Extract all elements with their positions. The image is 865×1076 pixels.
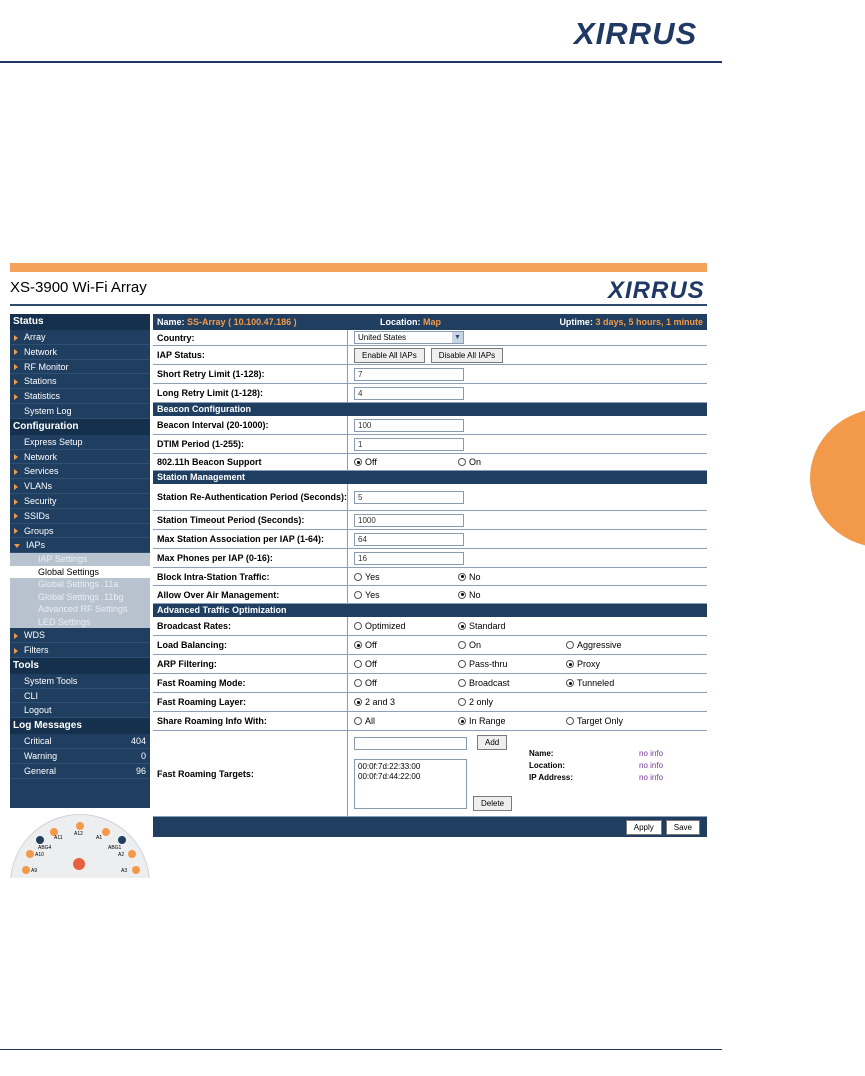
short-retry-label: Short Retry Limit (1-128): (153, 365, 348, 383)
iap-a11-label: A11 (54, 835, 63, 841)
fr-targets-list[interactable] (354, 759, 467, 809)
long-retry-row (153, 384, 707, 403)
radio-icon (354, 591, 362, 599)
share-roaming-label: Share Roaming Info With: (153, 712, 348, 730)
radio-icon (354, 717, 362, 725)
sidebar-item-critical[interactable]: Critical 404 (10, 734, 150, 749)
max-phones-label: Max Phones per IAP (0-16): (153, 549, 348, 567)
load-bal-on-radio[interactable]: On (458, 640, 481, 650)
save-button[interactable]: Save (666, 820, 700, 835)
arp-off-radio[interactable]: Off (354, 659, 377, 669)
sidebar-item-array[interactable]: Array (10, 330, 150, 345)
iap-a3-dot[interactable] (132, 866, 140, 874)
sidebar-item-security[interactable]: Security (10, 494, 150, 509)
array-name: SS-Array (187, 317, 226, 327)
sidebar-item-cli[interactable]: CLI (10, 689, 150, 704)
target-name-value: no info (639, 749, 664, 758)
sidebar-item-services[interactable]: Services (10, 464, 150, 479)
broadcast-optimized-radio[interactable]: Optimized (354, 621, 406, 631)
iap-abg1-label: ABG1 (108, 845, 122, 851)
short-retry-row (153, 365, 707, 384)
arp-filtering-row (153, 655, 707, 674)
max-assoc-input[interactable]: 64 (354, 533, 464, 546)
array-ip: ( 10.100.47.186 ) (228, 317, 297, 327)
sidebar-header-tools: Tools (10, 658, 150, 674)
arp-filtering-label: ARP Filtering: (153, 655, 348, 673)
load-balancing-label: Load Balancing: (153, 636, 348, 654)
station-management-section: Station Management (153, 471, 707, 484)
fr-targets-row (153, 731, 707, 817)
radio-icon (458, 641, 466, 649)
fr-target-input[interactable] (354, 737, 467, 750)
over-air-row (153, 586, 707, 604)
arrow-right-icon (14, 484, 18, 490)
form-footer (153, 817, 707, 837)
sidebar-nav (10, 314, 150, 878)
app-title: XS-3900 Wi-Fi Array (10, 279, 147, 296)
iap-a2-dot[interactable] (128, 850, 136, 858)
arrow-right-icon (14, 394, 18, 400)
xirrus-logo: XIRRUS (574, 16, 698, 51)
iap-a2-label: A2 (118, 852, 125, 858)
radio-selected-icon (458, 573, 466, 581)
max-assoc-row (153, 530, 707, 549)
iap-a3-label: A3 (121, 868, 128, 874)
block-intra-row (153, 568, 707, 586)
share-roaming-row (153, 712, 707, 731)
dtim-label: DTIM Period (1-255): (153, 435, 348, 453)
sidebar-item-logout[interactable]: Logout (10, 703, 150, 718)
location-info: Location: Map (380, 317, 442, 327)
reauth-input[interactable]: 5 (354, 491, 464, 504)
share-in-range-radio[interactable]: In Range (458, 716, 506, 726)
long-retry-label: Long Retry Limit (1-128): (153, 384, 348, 402)
radio-icon (458, 458, 466, 466)
iap-a9-label: A9 (31, 868, 38, 874)
country-select[interactable]: United States ▼ (354, 331, 464, 344)
chapter-tab-marker (810, 408, 865, 548)
country-label: Country: (153, 330, 348, 345)
sidebar-header-status: Status (10, 314, 150, 330)
arrow-right-icon (14, 379, 18, 385)
sidebar-item-express-setup[interactable]: Express Setup (10, 435, 150, 450)
timeout-input[interactable]: 1000 (354, 514, 464, 527)
block-intra-yes-radio[interactable]: Yes (354, 572, 380, 582)
sidebar-subitem-iap-settings[interactable]: IAP Settings (10, 553, 150, 566)
sidebar-subitem-global-settings[interactable]: Global Settings (10, 566, 150, 579)
sidebar-item-statistics[interactable]: Statistics (10, 389, 150, 404)
broadcast-standard-radio[interactable]: Standard (458, 621, 506, 631)
radio-selected-icon (354, 698, 362, 706)
max-phones-row (153, 549, 707, 568)
fr-mode-off-radio[interactable]: Off (354, 678, 377, 688)
arrow-right-icon (14, 648, 18, 654)
max-assoc-label: Max Station Association per IAP (1-64): (153, 530, 348, 548)
timeout-label: Station Timeout Period (Seconds): (153, 511, 348, 529)
iap-abg1-dot[interactable] (118, 836, 126, 844)
beacon-config-section: Beacon Configuration (153, 403, 707, 416)
critical-count: 404 (130, 736, 146, 747)
radio-icon (458, 698, 466, 706)
iap-a12-label: A12 (74, 831, 83, 837)
radio-selected-icon (354, 641, 362, 649)
sidebar-subitem-global-settings-11bg[interactable]: Global Settings .11bg (10, 591, 150, 604)
radio-icon (566, 641, 574, 649)
beacon-11h-on-radio[interactable]: On (458, 457, 481, 467)
sidebar-header-log-messages: Log Messages (10, 718, 150, 734)
arp-pass-thru-radio[interactable]: Pass-thru (458, 659, 508, 669)
enable-all-iaps-button[interactable]: Enable All IAPs (354, 348, 425, 363)
iap-a12-dot[interactable] (76, 822, 84, 830)
sidebar-item-wds[interactable]: WDS (10, 628, 150, 643)
load-balancing-row (153, 636, 707, 655)
sidebar-item-general[interactable]: General 96 (10, 764, 150, 779)
over-air-yes-radio[interactable]: Yes (354, 590, 380, 600)
fr-mode-broadcast-radio[interactable]: Broadcast (458, 678, 510, 688)
arrow-right-icon (14, 454, 18, 460)
uptime-info: Uptime: 3 days, 5 hours, 1 minute (559, 317, 703, 327)
sidebar-item-config-network[interactable]: Network (10, 450, 150, 465)
radio-selected-icon (458, 717, 466, 725)
arrow-right-icon (14, 364, 18, 370)
disable-all-iaps-button[interactable]: Disable All IAPs (431, 348, 503, 363)
block-intra-no-radio[interactable]: No (458, 572, 481, 582)
over-air-label: Allow Over Air Management: (153, 586, 348, 603)
traffic-optimization-section: Advanced Traffic Optimization (153, 604, 707, 617)
fr-mode-tunneled-radio[interactable]: Tunneled (566, 678, 614, 688)
radio-selected-icon (458, 591, 466, 599)
fr-mode-row (153, 674, 707, 693)
radio-icon (354, 622, 362, 630)
sidebar-item-system-log[interactable]: System Log (10, 404, 150, 419)
sidebar-subitem-global-settings-11a[interactable]: Global Settings .11a (10, 578, 150, 591)
sidebar-item-network[interactable]: Network (10, 345, 150, 360)
general-count: 96 (135, 765, 146, 776)
block-intra-label: Block Intra-Station Traffic: (153, 568, 348, 585)
arp-proxy-radio[interactable]: Proxy (566, 659, 600, 669)
arrow-down-icon (14, 544, 20, 548)
target-ip-value: no info (639, 773, 664, 782)
iap-a1-dot[interactable] (102, 828, 110, 836)
sidebar-item-vlans[interactable]: VLANs (10, 479, 150, 494)
radio-icon (566, 717, 574, 725)
load-bal-off-radio[interactable]: Off (354, 640, 377, 650)
warning-count: 0 (140, 750, 146, 761)
sidebar-header-configuration: Configuration (10, 419, 150, 435)
load-bal-aggressive-radio[interactable]: Aggressive (566, 640, 622, 650)
sidebar-item-filters[interactable]: Filters (10, 643, 150, 658)
over-air-no-radio[interactable]: No (458, 590, 481, 600)
iap-status-row (153, 346, 707, 365)
radio-selected-icon (566, 679, 574, 687)
apply-button[interactable]: Apply (626, 820, 662, 835)
app-top-bar (10, 263, 707, 272)
sidebar-subitem-led-settings[interactable]: LED Settings (10, 616, 150, 629)
chevron-down-icon: ▼ (452, 332, 463, 343)
arrow-right-icon (14, 513, 18, 519)
dtim-row (153, 435, 707, 454)
array-center-icon (73, 858, 85, 870)
iap-a10-label: A10 (35, 852, 44, 858)
radio-selected-icon (354, 458, 362, 466)
sidebar-item-system-tools[interactable]: System Tools (10, 674, 150, 689)
app-header-line (10, 304, 707, 306)
fr-layer-label: Fast Roaming Layer: (153, 693, 348, 711)
arrow-right-icon (14, 349, 18, 355)
sidebar-item-stations[interactable]: Stations (10, 374, 150, 389)
fr-layer-2-only-radio[interactable]: 2 only (458, 697, 493, 707)
beacon-11h-off-radio[interactable]: Off (354, 457, 377, 467)
arrow-right-icon (14, 335, 18, 341)
iap-abg4-label: ABG4 (38, 845, 52, 851)
broadcast-rates-row (153, 617, 707, 636)
share-target-only-radio[interactable]: Target Only (566, 716, 623, 726)
sidebar-item-iaps[interactable]: IAPs (10, 538, 150, 553)
radio-icon (354, 679, 362, 687)
max-phones-input[interactable]: 16 (354, 552, 464, 565)
fr-target-item[interactable]: 00:0f:7d:22:33:00 (358, 762, 421, 771)
beacon-interval-input[interactable]: 100 (354, 419, 464, 432)
fr-layer-2-and-3-radio[interactable]: 2 and 3 (354, 697, 395, 707)
arrow-right-icon (14, 633, 18, 639)
add-target-button[interactable]: Add (477, 735, 507, 750)
beacon-interval-label: Beacon Interval (20-1000): (153, 416, 348, 434)
iap-a1-label: A1 (96, 835, 103, 841)
sidebar-item-warning[interactable]: Warning 0 (10, 749, 150, 764)
radio-icon (354, 660, 362, 668)
app-logo: XIRRUS (608, 277, 705, 304)
fr-mode-label: Fast Roaming Mode: (153, 674, 348, 692)
status-header-bar: Name: SS-Array ( 10.100.47.186 ) Location: Map Uptime: 3 days, 5 hours, 1 minute (153, 314, 707, 330)
long-retry-input[interactable]: 4 (354, 387, 464, 400)
arrow-right-icon (14, 469, 18, 475)
radio-icon (458, 660, 466, 668)
target-info: Name: no info Location: no info IP Address: no info (529, 749, 663, 785)
delete-target-button[interactable]: Delete (473, 796, 512, 811)
short-retry-input[interactable]: 7 (354, 368, 464, 381)
sidebar-item-ssids[interactable]: SSIDs (10, 509, 150, 524)
array-diagram[interactable] (10, 808, 150, 878)
iap-abg4-dot[interactable] (36, 836, 44, 844)
radio-selected-icon (566, 660, 574, 668)
beacon-interval-row (153, 416, 707, 435)
share-all-radio[interactable]: All (354, 716, 375, 726)
reauth-row (153, 484, 707, 511)
iap-a10-dot[interactable] (26, 850, 34, 858)
iap-a9-dot[interactable] (22, 866, 30, 874)
arrow-right-icon (14, 528, 18, 534)
radio-selected-icon (458, 622, 466, 630)
dtim-input[interactable]: 1 (354, 438, 464, 451)
iap-status-label: IAP Status: (153, 346, 348, 364)
sidebar-item-groups[interactable]: Groups (10, 524, 150, 539)
arrow-right-icon (14, 499, 18, 505)
sidebar-subitem-advanced-rf-settings[interactable]: Advanced RF Settings (10, 603, 150, 616)
footer-rule (0, 1049, 722, 1050)
radio-icon (354, 573, 362, 581)
header-rule (0, 61, 722, 63)
screenshot-frame (10, 263, 707, 878)
broadcast-rates-label: Broadcast Rates: (153, 617, 348, 635)
sidebar-item-rf-monitor[interactable]: RF Monitor (10, 360, 150, 375)
fr-layer-row (153, 693, 707, 712)
timeout-row (153, 511, 707, 530)
main-panel (153, 314, 707, 878)
country-row (153, 330, 707, 346)
target-location-value: no info (639, 761, 664, 770)
beacon-11h-row (153, 454, 707, 471)
radio-icon (458, 679, 466, 687)
beacon-11h-label: 802.11h Beacon Support (153, 454, 348, 470)
fr-target-item[interactable]: 00:0f:7d:44:22:00 (358, 772, 421, 781)
fr-targets-label: Fast Roaming Targets: (153, 731, 348, 816)
reauth-label: Station Re-Authentication Period (Seconds): (153, 484, 348, 510)
